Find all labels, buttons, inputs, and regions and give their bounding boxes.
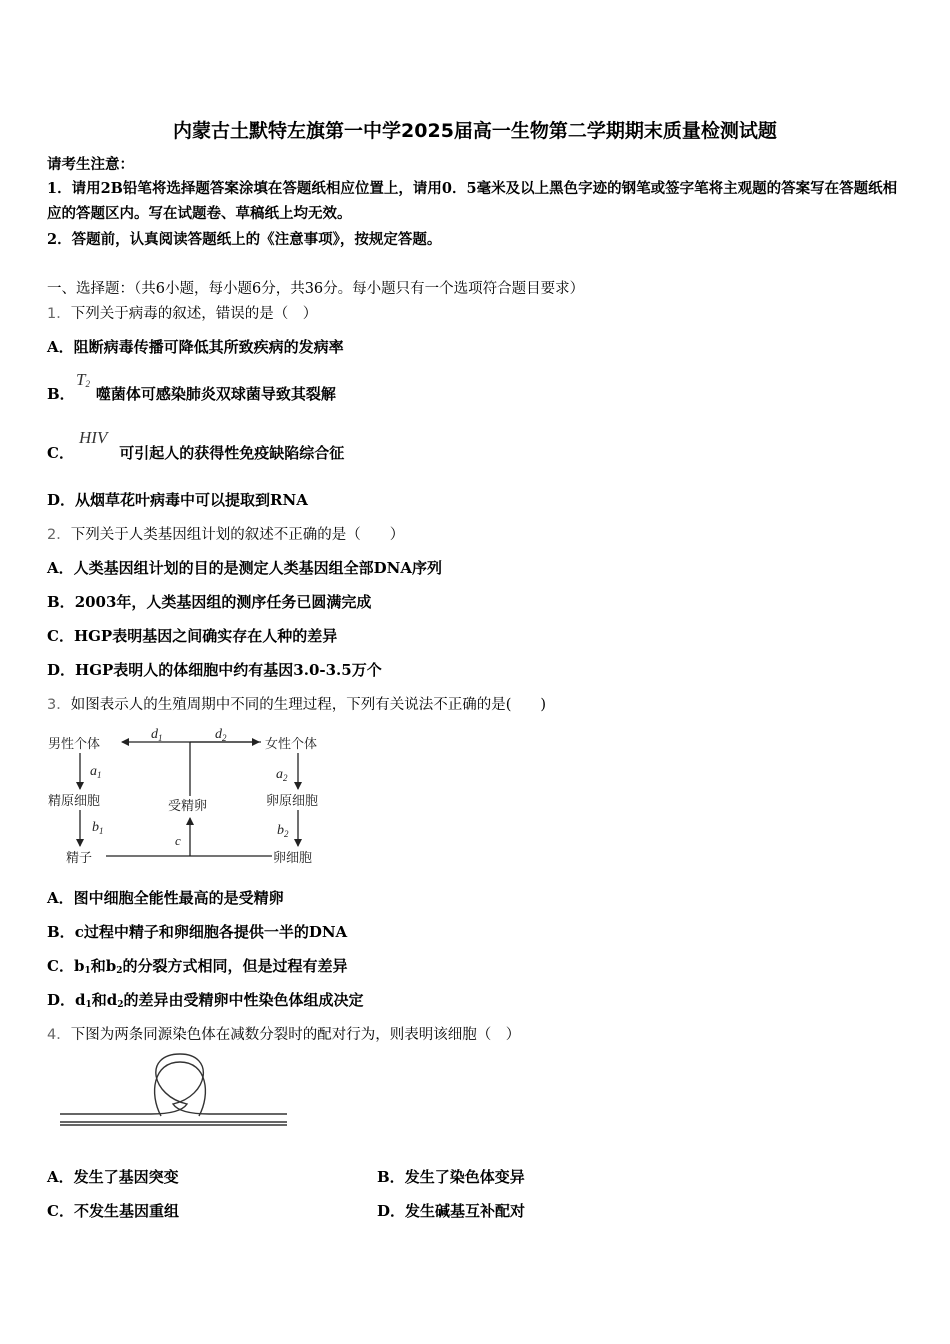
- option-text: 发生了染色体变异: [404, 1168, 525, 1186]
- q4-option-c[interactable]: [47, 1200, 179, 1221]
- question-number: 3．: [47, 697, 71, 713]
- label-d1: $d_1$: [151, 727, 163, 743]
- reproduction-cycle-diagram: [40, 722, 340, 872]
- label-oogonia: 卵原细胞: [266, 794, 319, 809]
- label-egg: 卵细胞: [273, 851, 313, 866]
- hiv-symbol: HIV: [79, 428, 108, 447]
- q2-option-d[interactable]: [47, 659, 382, 680]
- option-text: 图中细胞全能性最高的是受精卵: [73, 889, 284, 907]
- option-text: 阻断病毒传播可降低其所致疾病的发病率: [73, 338, 344, 356]
- option-label: C．: [47, 627, 74, 645]
- t2-symbol: $T_2$: [76, 370, 90, 389]
- option-label: D．: [47, 661, 76, 679]
- notice-item-1: 1．请用2B铅笔将选择题答案涂填在答题纸相应位置上，请用0．5毫米及以上黑色字迹的钢笔或签字笔将主观题的答案写在答题纸相应的答题区内。写在试题卷、草稿纸上均无效。: [47, 180, 898, 222]
- label-c: c: [175, 833, 181, 848]
- label-zygote: 受精卵: [168, 799, 208, 814]
- q2-option-a[interactable]: [47, 557, 442, 578]
- option-label: C．: [47, 444, 74, 462]
- q2-option-b[interactable]: [47, 591, 371, 612]
- chromosome-pairing-diagram: [55, 1052, 295, 1142]
- question-number: 1．: [47, 306, 71, 322]
- q1-option-d[interactable]: [47, 489, 308, 510]
- question-2: [47, 523, 404, 544]
- question-number: 4．: [47, 1027, 71, 1043]
- label-a1: $a_1$: [90, 764, 102, 780]
- label-a2: $a_2$: [276, 767, 288, 783]
- q3-option-c[interactable]: C．$b_1$和$b_2$的分裂方式相同，但是过程有差异: [47, 957, 348, 976]
- option-label: D．: [47, 991, 76, 1009]
- q1-option-b[interactable]: [47, 383, 336, 404]
- option-label: B．: [47, 923, 75, 941]
- label-female: 女性个体: [265, 737, 318, 752]
- option-label: D．: [47, 491, 76, 509]
- question-stem: 下图为两条同源染色体在减数分裂时的配对行为，则表明该细胞（ ）: [70, 1027, 521, 1043]
- q3-option-b[interactable]: [47, 921, 347, 942]
- option-text: c过程中精子和卵细胞各提供一半的DNA: [74, 923, 348, 941]
- option-label: B．: [377, 1168, 405, 1186]
- option-text: 2003年，人类基因组的测序任务已圆满完成: [74, 593, 372, 611]
- notice-heading: 请考生注意：: [47, 156, 134, 173]
- label-male: 男性个体: [48, 737, 101, 752]
- option-label: A．: [47, 889, 74, 907]
- q4-option-d[interactable]: [377, 1200, 525, 1221]
- q4-option-b[interactable]: [377, 1166, 525, 1187]
- question-stem: 下列关于人类基因组计划的叙述不正确的是（ ）: [70, 527, 405, 543]
- label-spermatogonia: 精原细胞: [48, 794, 101, 809]
- notice-item-2: 2．答题前，认真阅读答题纸上的《注意事项》，按规定答题。: [47, 231, 442, 248]
- option-label: A．: [47, 1168, 74, 1186]
- option-label: A．: [47, 559, 74, 577]
- option-label: B．: [47, 385, 75, 403]
- question-4: [47, 1023, 520, 1044]
- option-label: C．: [47, 957, 74, 975]
- label-b1: $b_1$: [92, 820, 104, 836]
- option-text: 从烟草花叶病毒中可以提取到RNA: [75, 491, 308, 509]
- question-1: [47, 302, 317, 323]
- label-sperm: 精子: [66, 851, 93, 866]
- option-label: D．: [377, 1202, 406, 1220]
- option-text: HGP表明人的体细胞中约有基因3.0-3.5万个: [75, 661, 382, 679]
- label-b2: $b_2$: [277, 823, 289, 839]
- option-text: 噬菌体可感染肺炎双球菌导致其裂解: [95, 385, 336, 403]
- option-text: 可引起人的获得性免疫缺陷综合征: [119, 444, 345, 462]
- q4-option-a[interactable]: [47, 1166, 179, 1187]
- question-number: 2．: [47, 527, 71, 543]
- option-text: 发生了基因突变: [73, 1168, 179, 1186]
- option-label: A．: [47, 338, 74, 356]
- question-stem: 下列关于病毒的叙述，错误的是（ ）: [70, 306, 318, 322]
- option-label: C．: [47, 1202, 74, 1220]
- option-text: HGP表明基因之间确实存在人种的差异: [73, 627, 338, 645]
- q3-option-a[interactable]: [47, 887, 284, 908]
- option-label: B．: [47, 593, 75, 611]
- option-text: 发生碱基互补配对: [405, 1202, 526, 1220]
- question-3: [47, 693, 546, 714]
- page-title: 内蒙古土默特左旗第一中学2025届高一生物第二学期期末质量检测试题: [173, 120, 777, 142]
- q3-option-d[interactable]: D．$d_1$和$d_2$的差异由受精卵中性染色体组成决定: [47, 991, 364, 1010]
- question-stem: 如图表示人的生殖周期中不同的生理过程，下列有关说法不正确的是( ): [70, 697, 547, 713]
- q1-option-c[interactable]: [47, 442, 344, 463]
- option-text: 人类基因组计划的目的是测定人类基因组全部DNA序列: [73, 559, 442, 577]
- option-text: 不发生基因重组: [73, 1202, 179, 1220]
- q1-option-a[interactable]: [47, 336, 344, 357]
- q2-option-c[interactable]: [47, 625, 337, 646]
- label-d2: $d_2$: [215, 727, 227, 743]
- section-heading: 一、选择题：（共6小题，每小题6分，共36分。每小题只有一个选项符合题目要求）: [47, 281, 585, 297]
